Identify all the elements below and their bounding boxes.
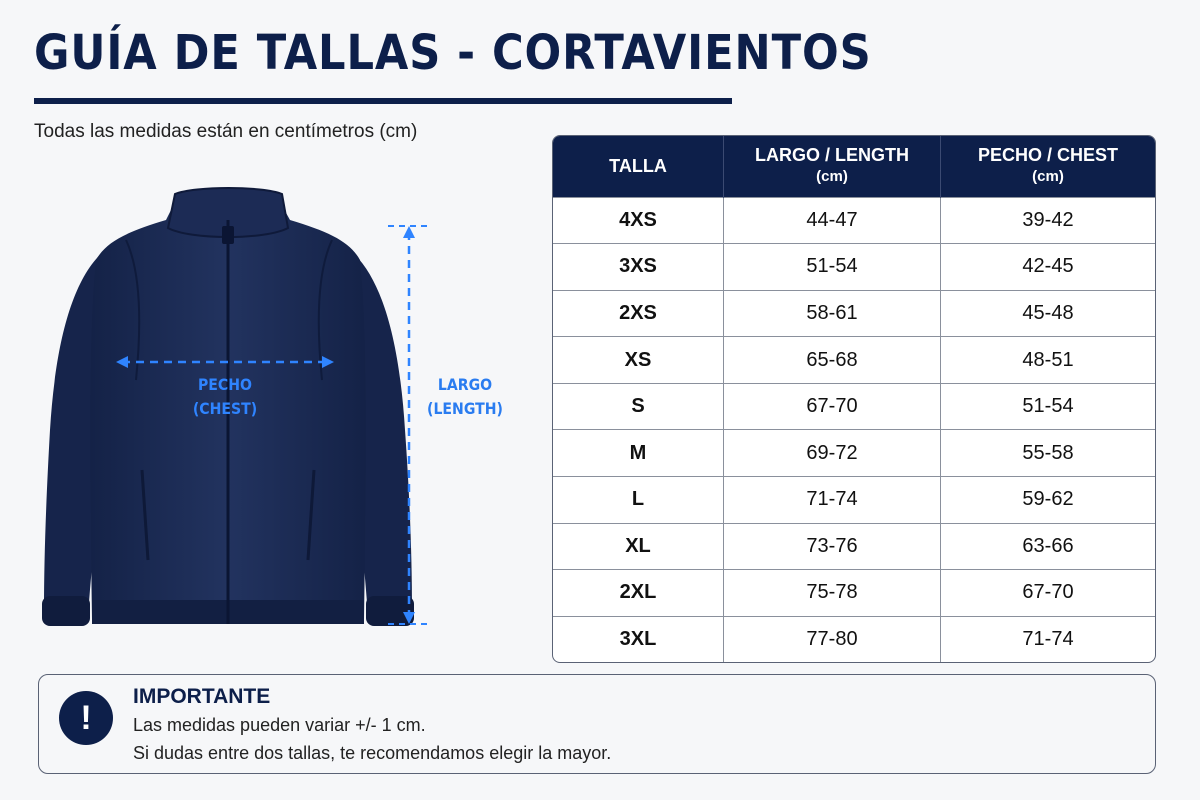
size-cell: M xyxy=(553,430,724,477)
length-cell: 71-74 xyxy=(724,476,941,523)
table-row xyxy=(553,383,1155,430)
length-cell: 65-68 xyxy=(724,337,941,384)
size-cell: 3XS xyxy=(553,244,724,291)
header-chest: PECHO / CHEST (cm) xyxy=(977,145,1119,186)
notice-text-recommendation: Si dudas entre dos tallas, te recomendamos elegir la mayor. xyxy=(133,743,612,763)
zipper-pull xyxy=(222,226,234,244)
table-row xyxy=(553,616,1155,662)
important-notice xyxy=(38,674,1156,774)
length-cell: 67-70 xyxy=(724,383,941,430)
header-length: LARGO / LENGTH (cm) xyxy=(724,136,941,197)
right-cuff xyxy=(366,596,414,626)
length-cell: 77-80 xyxy=(724,616,941,662)
size-cell: 2XL xyxy=(553,570,724,617)
size-cell: S xyxy=(553,383,724,430)
chest-label: PECHO (CHEST) xyxy=(192,375,258,418)
jacket-illustration xyxy=(30,180,510,640)
length-cell: 69-72 xyxy=(724,430,941,477)
table-header-row xyxy=(553,136,1155,197)
table-row xyxy=(553,523,1155,570)
chest-cell: 51-54 xyxy=(941,383,1156,430)
notice-text-tolerance: Las medidas pueden variar +/- 1 cm. xyxy=(133,715,426,735)
size-cell: 3XL xyxy=(553,616,724,662)
chest-cell: 67-70 xyxy=(941,570,1156,617)
chest-cell: 39-42 xyxy=(941,197,1156,244)
table-row xyxy=(553,570,1155,617)
chest-cell: 48-51 xyxy=(941,337,1156,384)
chest-cell: 45-48 xyxy=(941,290,1156,337)
chest-cell: 42-45 xyxy=(941,244,1156,291)
chest-cell: 63-66 xyxy=(941,523,1156,570)
title-underline xyxy=(34,98,732,104)
chest-cell: 59-62 xyxy=(941,476,1156,523)
chest-cell: 71-74 xyxy=(941,616,1156,662)
header-size: TALLA xyxy=(553,136,724,197)
size-cell: XS xyxy=(553,337,724,384)
chest-cell: 55-58 xyxy=(941,430,1156,477)
size-cell: 4XS xyxy=(553,197,724,244)
length-cell: 75-78 xyxy=(724,570,941,617)
table-row xyxy=(553,476,1155,523)
table-row xyxy=(553,197,1155,244)
table-row xyxy=(553,290,1155,337)
length-cell: 58-61 xyxy=(724,290,941,337)
table-row xyxy=(553,244,1155,291)
units-note: Todas las medidas están en centímetros (cm) xyxy=(34,121,418,142)
page-title: GUÍA DE TALLAS - CORTAVIENTOS xyxy=(34,25,872,81)
length-label: LARGO (LENGTH) xyxy=(427,375,503,418)
size-table xyxy=(552,135,1156,663)
size-cell: 2XS xyxy=(553,290,724,337)
length-cell: 73-76 xyxy=(724,523,941,570)
size-cell: L xyxy=(553,476,724,523)
notice-title: IMPORTANTE xyxy=(133,685,271,708)
table-row xyxy=(553,430,1155,477)
exclamation-icon: ! xyxy=(59,691,113,745)
left-cuff xyxy=(42,596,90,626)
size-cell: XL xyxy=(553,523,724,570)
length-cell: 44-47 xyxy=(724,197,941,244)
table-row xyxy=(553,337,1155,384)
length-cell: 51-54 xyxy=(724,244,941,291)
